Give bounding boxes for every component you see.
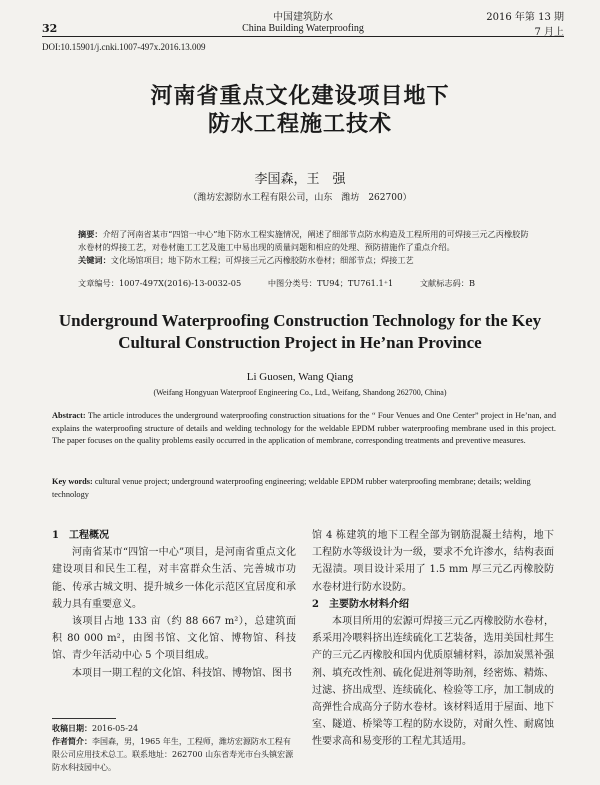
author-bio-text: 李国森，男，1965 年生，工程师，潍坊宏源防水工程有限公司应用技术总工。联系地址：262700 山东省寿光市台头镇宏源防水科技园中心。 bbox=[52, 737, 294, 772]
paragraph-3-start: 本项目一期工程的文化馆、科技馆、博物馆、图书 bbox=[72, 667, 292, 679]
keywords-cn bbox=[78, 254, 530, 267]
authors-en: Li Guosen, Wang Qiang bbox=[246, 371, 354, 383]
paragraph-2: 该项目占地 133 亩（约 88 667 m²），总建筑面积 80 000 m²，由图书馆、文化馆、博物馆、科技馆、青少年活动中心 5 个项目组成。 bbox=[52, 616, 296, 662]
title-cn-line-2: 防水工程施工技术 bbox=[207, 111, 392, 137]
abstract-cn-text: 介绍了河南省某市“四馆一中心”地下防水工程实施情况，阐述了细部节点防水构造及工程所用的可焊接三元乙丙橡胶防水卷材的焊接工艺，对卷材施工工艺及施工中易出现的质量问题和相应的处理、预防措施作了重点介绍。 bbox=[78, 229, 529, 252]
document-code: 文献标志码：B bbox=[419, 278, 476, 288]
title-en: Underground Waterproofing Construction Technology for the Key Cultural Construction Project in He’nan Province bbox=[58, 311, 542, 352]
article-number: 文章编号：1007-497X(2016)-13-0032-05 bbox=[78, 278, 242, 288]
affiliation-cn: （潍坊宏源防水工程有限公司，山东 潍坊 262700） bbox=[188, 193, 412, 203]
keywords-cn-text: 文化场馆项目；地下防水工程；可焊接三元乙丙橡胶防水卷材；细部节点；焊接工艺 bbox=[110, 255, 414, 265]
abstract-en bbox=[52, 410, 556, 448]
body-column-right bbox=[312, 527, 554, 751]
received-date bbox=[52, 722, 296, 735]
section-2-heading: 2 主要防水材料介绍 bbox=[312, 598, 409, 610]
abstract-cn-label: 摘要： bbox=[78, 229, 103, 239]
keywords-en bbox=[52, 476, 556, 501]
page-number: 32 bbox=[42, 22, 58, 35]
month-label: 7 月上 bbox=[534, 27, 564, 38]
abstract-cn-body bbox=[78, 228, 530, 254]
abstract-en-text: The article introduces the underground waterproofing construction situations for the “ Four Venues and One Center” project in He’nan, and explains the waterproofing structure of details and welding technology for the weldable EPDM rubber waterproofing membrane used in this project. The paper focuses on the quality problems easily occurred in the application of membrane, corresponding treatments and preventive measures. bbox=[52, 411, 556, 445]
keywords-en-text: cultural venue project; underground waterproofing engineering; weldable EPDM rubber waterproofing membrane; details; welding technology bbox=[52, 477, 531, 499]
section-1-heading: 1 工程概况 bbox=[52, 530, 109, 541]
paragraph-4: 本项目所用的宏源可焊接三元乙丙橡胶防水卷材，系采用冷喂料挤出连续硫化工艺装备，选用美国杜邦生产的三元乙丙橡胶和国内优质原辅材料，添加炭黑补强剂、填充改性剂、硫化促进剂等助剂，经密炼、精炼、过滤、挤出成型、连续硫化、检验等工序，加工制成的高弹性合成高分子防水卷材。该材料适用于屋面、地下室、隧道、桥梁等工程的防水设防，对耐久性、耐腐蚀性要求高和易变形的工程尤其适用。 bbox=[312, 616, 554, 748]
title-cn bbox=[0, 82, 600, 138]
body-column-left bbox=[52, 527, 296, 682]
journal-name-cn: 中国建筑防水 bbox=[273, 12, 333, 23]
abstract-cn bbox=[78, 228, 530, 267]
article-meta bbox=[78, 278, 530, 289]
abstract-en-label: Abstract: bbox=[52, 411, 86, 420]
clc-number: 中图分类号：TU94；TU761.1⁺1 bbox=[267, 278, 394, 288]
paragraph-1: 河南省某市“四馆一中心”项目，是河南省重点文化建设项目和民生工程，对丰富群众生活、完善城市功能、传承古城文明、提升城乡一体化示范区宜居度和承载力具有重要意义。 bbox=[52, 547, 296, 610]
keywords-en-label: Key words: bbox=[52, 477, 93, 486]
footnotes bbox=[52, 722, 296, 774]
author-bio-label: 作者简介： bbox=[52, 736, 92, 746]
doi: DOI:10.15901/j.cnki.1007-497x.2016.13.009 bbox=[42, 42, 206, 52]
keywords-cn-label: 关键词： bbox=[78, 255, 111, 265]
received-value: 2016-05-24 bbox=[92, 724, 139, 733]
running-header bbox=[42, 4, 564, 38]
header-rule bbox=[42, 36, 564, 37]
author-bio bbox=[52, 735, 296, 774]
paragraph-3-continued: 馆 4 栋建筑的地下工程全部为钢筋混凝土结构，地下工程防水等级设计为一级，要求不允许渗水，结构表面无湿渍。项目设计采用了 1.5 mm 厚三元乙丙橡胶防水卷材进行防水设防。 bbox=[312, 530, 554, 593]
title-cn-line-1: 河南省重点文化建设项目地下 bbox=[150, 83, 450, 109]
received-label: 收稿日期： bbox=[52, 723, 92, 733]
affiliation-en: (Weifang Hongyuan Waterproof Engineering Co., Ltd., Weifang, Shandong 262700, China) bbox=[153, 388, 447, 397]
issue-label: 2016 年第 13 期 bbox=[486, 12, 564, 23]
journal-name-en: China Building Waterproofing bbox=[242, 23, 364, 34]
footnote-rule bbox=[52, 718, 116, 719]
authors-cn: 李国森，王 强 bbox=[254, 172, 346, 187]
